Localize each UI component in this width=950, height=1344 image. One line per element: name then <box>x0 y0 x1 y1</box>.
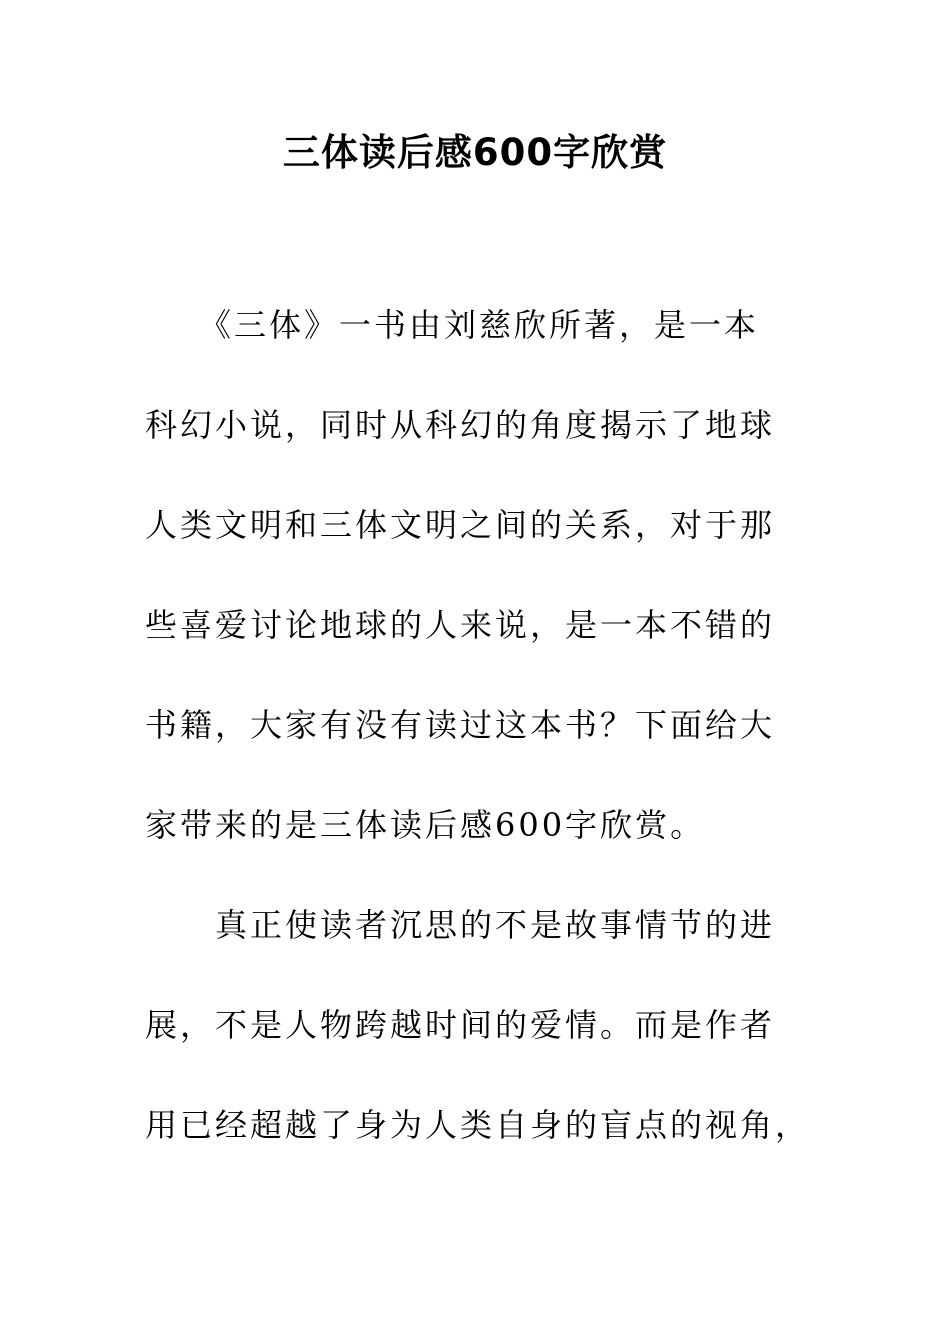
paragraph-line: 些喜爱讨论地球的人来说，是一本不错的 <box>145 606 776 644</box>
document-title: 三体读后感600字欣赏 <box>282 131 668 174</box>
paragraph-line: 人类文明和三体文明之间的关系，对于那 <box>145 506 776 544</box>
paragraph-line: 书籍，大家有没有读过这本书？下面给大 <box>145 706 776 744</box>
paragraph-line: 真正使读者沉思的不是故事情节的进 <box>145 906 776 944</box>
paragraph-line: 科幻小说，同时从科幻的角度揭示了地球 <box>145 406 776 444</box>
paragraph-line: 用已经超越了身为人类自身的盲点的视角， <box>145 1106 811 1144</box>
paragraph-line: 展，不是人物跨越时间的爱情。而是作者 <box>145 1006 776 1044</box>
paragraph-line: 《三体》一书由刘慈欣所著，是一本 <box>145 306 760 344</box>
paragraph-line: 家带来的是三体读后感600字欣赏。 <box>145 806 706 844</box>
